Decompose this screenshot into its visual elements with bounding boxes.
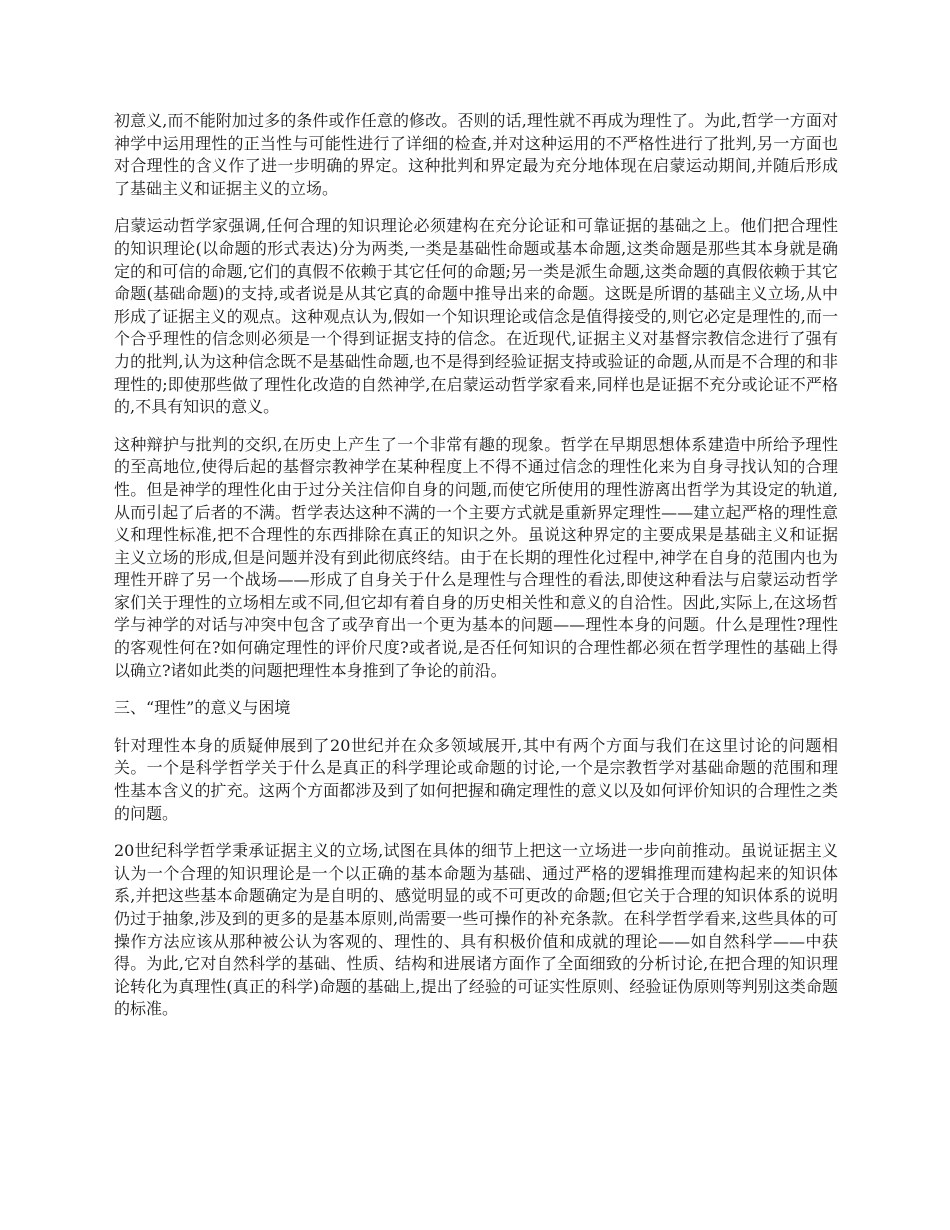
paragraph-1: 初意义,而不能附加过多的条件或作任意的修改。否则的话,理性就不再成为理性了。为此,哲学一方面对神学中运用理性的正当性与可能性进行了详细的检查,并对这种运用的不严格性进行了批判,另一方面也对合理性的含义作了进一步明确的界定。这种批判和界定最为充分地体现在启蒙运动期间,并随后形成了基础主义和证据主义的立场。 bbox=[114, 111, 838, 198]
paragraph-2: 启蒙运动哲学家强调,任何合理的知识理论必须建构在充分论证和可靠证据的基础之上。他们把合理性的知识理论(以命题的形式表达)分为两类,一类是基础性命题或基本命题,这类命题是那些其本身就是确定的和可信的命题,它们的真假不依赖于其它任何的命题;另一类是派生命题,这类命题的真假依赖于其它命题(基础命题)的支持,或者说是从其它真的命题中推导出来的命题。这既是所谓的基础主义立场,从中形成了证据主义的观点。这种观点认为,假如一个知识理论或信念是值得接受的,则它必定是理性的,而一个合乎理性的信念则必须是一个得到证据支持的信念。在近现代,证据主义对基督宗教信念进行了强有力的批判,认为这种信念既不是基础性命题,也不是得到经验证据支持或验证的命题,从而是不合理的和非理性的;即使那些做了理性化改造的自然神学,在启蒙运动哲学家看来,同样也是证据不充分或论证不严格的,不具有知识的意义。 bbox=[114, 216, 838, 417]
paragraph-3: 这种辩护与批判的交织,在历史上产生了一个非常有趣的现象。哲学在早期思想体系建造中所给予理性的至高地位,使得后起的基督宗教神学在某种程度上不得不通过信念的理性化来为自身寻找认知的合理性。但是神学的理性化由于过分关注信仰自身的问题,而使它所使用的理性游离出哲学为其设定的轨道,从而引起了后者的不满。哲学表达这种不满的一个主要方式就是重新界定理性——建立起严格的理性意义和理性标准,把不合理性的东西排除在真正的知识之外。虽说这种界定的主要成果是基础主义和证据主义立场的形成,但是问题并没有到此彻底终结。由于在长期的理性化过程中,神学在自身的范围内也为理性开辟了另一个战场——形成了自身关于什么是理性与合理性的看法,即使这种看法与启蒙运动哲学家们关于理性的立场相左或不同,但它却有着自身的历史相关性和意义的自洽性。因此,实际上,在这场哲学与神学的对话与冲突中包含了或孕育出一个更为基本的问题——理性本身的问题。什么是理性?理性的客观性何在?如何确定理性的评价尺度?或者说,是否任何知识的合理性都必须在哲学理性的基础上得以确立?诸如此类的问题把理性本身推到了争论的前沿。 bbox=[114, 434, 838, 680]
paragraph-5: 20世纪科学哲学秉承证据主义的立场,试图在具体的细节上把这一立场进一步向前推动。虽说证据主义认为一个合理的知识理论是一个以正确的基本命题为基础、通过严格的逻辑推理而建构起来的知识体系,并把这些基本命题确定为是自明的、感觉明显的或不可更改的命题;但它关于合理的知识体系的说明仍过于抽象,涉及到的更多的是基本原则,尚需要一些可操作的补充条款。在科学哲学看来,这些具体的可操作方法应该从那种被公认为客观的、理性的、具有积极价值和成就的理论——如自然科学——中获得。为此,它对自然科学的基础、性质、结构和进展诸方面作了全面细致的分析讨论,在把合理的知识理论转化为真理性(真正的科学)命题的基础上,提出了经验的可证实性原则、经验证伪原则等判别这类命题的标准。 bbox=[114, 841, 838, 1019]
section-heading: 三、“理性”的意义与困境 bbox=[114, 698, 291, 718]
paragraph-4: 针对理性本身的质疑伸展到了20世纪并在众多领域展开,其中有两个方面与我们在这里讨论的问题相关。一个是科学哲学关于什么是真正的科学理论或命题的讨论,一个是宗教哲学对基础命题的范围和理性基本含义的扩充。这两个方面都涉及到了如何把握和确定理性的意义以及如何评价知识的合理性之类的问题。 bbox=[114, 735, 838, 823]
document-page bbox=[114, 110, 838, 1036]
